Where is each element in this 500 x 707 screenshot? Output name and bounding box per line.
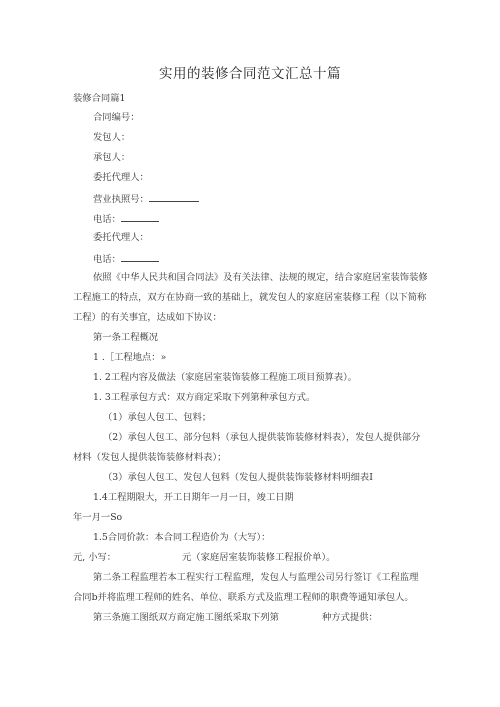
option-line: 材料（发包人提供装饰装修材料表）； — [73, 452, 227, 463]
article-line-tail: 种方式提供： — [322, 612, 378, 623]
phone-label-2: 电话： — [93, 254, 121, 265]
phone-field — [93, 212, 159, 226]
license-field — [93, 192, 199, 206]
option-line: （1）承包人包工、包料； — [103, 412, 212, 423]
price-quote-note: 元（家庭居室装饰装修工程报价单）。 — [182, 552, 336, 563]
clause-line: 1 .［工程地点：» — [93, 352, 167, 363]
license-blank — [149, 192, 199, 202]
option-line: （3）承包人包工、发包人包料（发包人提供装饰装修材料明细表Ⅰ — [103, 472, 373, 483]
clause-line: 1. 2工程内容及做法（家庭居室装饰装修工程施工项目预算表）。 — [93, 372, 358, 383]
document-title: 实用的装修合同范文汇总十篇 — [159, 66, 341, 82]
section-heading: 装修合同篇1 — [73, 93, 126, 104]
paragraph-line: 工程施工的特点，双方在协商一致的基础上，就发包人的家庭居室装修工程（以下简称 — [73, 292, 427, 303]
article-line: 第二条工程监理若本工程实行工程监理，发包人与监理公司另行签订《工程监理 — [93, 572, 419, 583]
phone-blank-2 — [121, 252, 159, 262]
license-label: 营业执照号： — [93, 194, 149, 205]
clause-line: 1. 3工程承包方式：双方商定采取下列第种承包方式。 — [93, 392, 316, 403]
contractor-field: 承包人： — [93, 152, 131, 163]
clause-line: 1.4工程期限大，开工日期年一月一日，竣工日期 — [93, 492, 294, 503]
option-line: （2）承包人包工、部分包料（承包人提供装饰装修材料表），发包人提供部分 — [103, 432, 421, 443]
article-line: 第三条施工图纸双方商定施工图纸采取下列第 — [93, 612, 279, 623]
article-heading: 第一条工程概况 — [93, 332, 159, 343]
price-small-label: 元, 小写： — [73, 552, 117, 563]
agent-field-2: 委托代理人： — [93, 232, 149, 243]
article-line: 合同b并将监理工程师的姓名、单位、联系方式及监理工程师的职费等通知承包人。 — [73, 592, 414, 603]
clause-line: 年一月一So — [73, 512, 123, 523]
agent-field: 委托代理人： — [93, 172, 149, 183]
clause-line: 1.5合同价款：本合同工程造价为（大写）： — [93, 532, 271, 543]
employer-field: 发包人： — [93, 132, 131, 143]
phone-label: 电话： — [93, 214, 121, 225]
contract-number-field: 合同编号： — [93, 112, 140, 123]
paragraph-line: 依照《中华人民共和国合同法》及有关法律、法规的规定，结合家庭居室装饰装修 — [93, 272, 428, 283]
paragraph-line: 工程）的有关事宜，达成如下协议： — [73, 312, 222, 323]
phone-blank — [121, 212, 159, 222]
phone-field-2 — [93, 252, 159, 266]
